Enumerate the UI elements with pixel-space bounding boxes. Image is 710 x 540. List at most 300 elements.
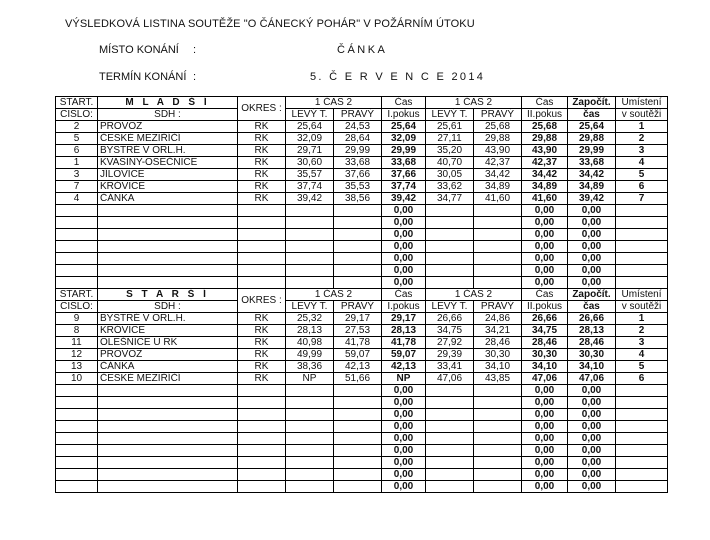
mladsi-header-row-2 <box>56 109 668 121</box>
district <box>238 229 286 241</box>
placement: 3 <box>616 145 668 157</box>
umisteni-header: Umístení <box>616 97 668 109</box>
district: RK <box>238 193 286 205</box>
team-name <box>98 205 238 217</box>
right-target-1 <box>334 241 382 253</box>
time-attempt-2: 34,42 <box>522 169 568 181</box>
counted-time: 0,00 <box>568 217 616 229</box>
time-attempt-2: 30,30 <box>522 349 568 361</box>
time-attempt-2: 0,00 <box>522 409 568 421</box>
right-target-2 <box>474 277 522 289</box>
date-colon: : <box>193 71 197 83</box>
time-attempt-1: 0,00 <box>382 217 426 229</box>
placement: 7 <box>616 193 668 205</box>
district: RK <box>238 157 286 169</box>
time-attempt-1: 0,00 <box>382 409 426 421</box>
right-target-1 <box>334 421 382 433</box>
left-target-2: 35,20 <box>426 145 474 157</box>
district <box>238 277 286 289</box>
pravy-header-2: PRAVÝ <box>474 109 522 121</box>
cas-i-header: Čas <box>382 289 426 301</box>
district <box>238 409 286 421</box>
cas-i-header: Čas <box>382 97 426 109</box>
counted-time: 33,68 <box>568 157 616 169</box>
right-target-2 <box>474 265 522 277</box>
right-target-1: 38,56 <box>334 193 382 205</box>
starsi-header-row-1 <box>56 289 668 301</box>
district: RK <box>238 349 286 361</box>
counted-time: 26,66 <box>568 313 616 325</box>
left-target-2 <box>426 265 474 277</box>
table-row <box>56 385 668 397</box>
time-attempt-1: 32,09 <box>382 133 426 145</box>
table-row <box>56 433 668 445</box>
time-attempt-1: 37,74 <box>382 181 426 193</box>
placement: 2 <box>616 325 668 337</box>
time-attempt-1: 28,13 <box>382 325 426 337</box>
levy-header-2: LEVÝ T. <box>426 109 474 121</box>
left-target-2: 27,11 <box>426 133 474 145</box>
left-target-1 <box>286 397 334 409</box>
time-attempt-2: 26,66 <box>522 313 568 325</box>
table-row <box>56 157 668 169</box>
time-attempt-2: 34,10 <box>522 361 568 373</box>
time-attempt-1: 0,00 <box>382 445 426 457</box>
start-number <box>56 241 98 253</box>
time-attempt-1: 39,42 <box>382 193 426 205</box>
team-name <box>98 445 238 457</box>
ipokus-header: I.pokus <box>382 109 426 121</box>
start-number <box>56 433 98 445</box>
vsoutezi-header: v soutěži <box>616 109 668 121</box>
left-target-2 <box>426 241 474 253</box>
team-name <box>98 253 238 265</box>
left-target-1: 35,57 <box>286 169 334 181</box>
counted-time: 0,00 <box>568 481 616 493</box>
left-target-1 <box>286 481 334 493</box>
time-attempt-1: NP <box>382 373 426 385</box>
time-attempt-2: 0,00 <box>522 229 568 241</box>
table-row <box>56 169 668 181</box>
placement <box>616 481 668 493</box>
table-row <box>56 181 668 193</box>
right-target-1 <box>334 265 382 277</box>
time-attempt-2: 0,00 <box>522 481 568 493</box>
counted-time: 0,00 <box>568 265 616 277</box>
counted-time: 34,42 <box>568 169 616 181</box>
left-target-1: 39,42 <box>286 193 334 205</box>
left-target-1: 25,32 <box>286 313 334 325</box>
left-target-1 <box>286 445 334 457</box>
start-number <box>56 445 98 457</box>
start-number: 13 <box>56 361 98 373</box>
right-target-1 <box>334 277 382 289</box>
table-row <box>56 337 668 349</box>
placement <box>616 217 668 229</box>
right-target-2: 34,42 <box>474 169 522 181</box>
team-name <box>98 385 238 397</box>
counted-time: 25,64 <box>568 121 616 133</box>
team-name <box>98 469 238 481</box>
start-number: 3 <box>56 169 98 181</box>
start-number: 10 <box>56 373 98 385</box>
right-target-2 <box>474 421 522 433</box>
left-target-1: 37,74 <box>286 181 334 193</box>
time-attempt-2: 29,88 <box>522 133 568 145</box>
place-value: ČÁNKA <box>337 44 388 56</box>
time-attempt-2: 0,00 <box>522 433 568 445</box>
district: RK <box>238 121 286 133</box>
start-number <box>56 409 98 421</box>
umisteni-header: Umístení <box>616 289 668 301</box>
right-target-2 <box>474 445 522 457</box>
right-target-1 <box>334 205 382 217</box>
placement: 6 <box>616 181 668 193</box>
counted-time: 0,00 <box>568 241 616 253</box>
right-target-2 <box>474 457 522 469</box>
right-target-1 <box>334 409 382 421</box>
team-name: OLEŠNICE U RK <box>98 337 238 349</box>
counted-time: 0,00 <box>568 409 616 421</box>
time-attempt-1: 29,17 <box>382 313 426 325</box>
zapocit-header-2: čas <box>568 301 616 313</box>
placement <box>616 397 668 409</box>
district: RK <box>238 169 286 181</box>
sdh-header: SDH : <box>98 301 238 313</box>
start-number: 12 <box>56 349 98 361</box>
placement <box>616 445 668 457</box>
left-target-1: 38,36 <box>286 361 334 373</box>
table-row <box>56 193 668 205</box>
cas-ii-header: Čas <box>522 289 568 301</box>
time-attempt-1: 42,13 <box>382 361 426 373</box>
counted-time: 0,00 <box>568 445 616 457</box>
right-target-2: 41,60 <box>474 193 522 205</box>
right-target-1: 59,07 <box>334 349 382 361</box>
place-label: MÍSTO KONÁNÍ <box>99 44 179 56</box>
left-target-2 <box>426 481 474 493</box>
time-attempt-1: 0,00 <box>382 253 426 265</box>
mladsi-header-row-1 <box>56 97 668 109</box>
left-target-1 <box>286 241 334 253</box>
district <box>238 253 286 265</box>
start-number <box>56 385 98 397</box>
team-name <box>98 229 238 241</box>
placement: 5 <box>616 169 668 181</box>
category-label: S T A R Š Í <box>126 289 209 300</box>
counted-time: 0,00 <box>568 457 616 469</box>
table-row <box>56 349 668 361</box>
right-target-2 <box>474 481 522 493</box>
category-label: M L A D Š Í <box>125 97 210 108</box>
district: RK <box>238 325 286 337</box>
right-target-2 <box>474 205 522 217</box>
left-target-2 <box>426 445 474 457</box>
levy-header-1: LEVÝ T. <box>286 109 334 121</box>
district: RK <box>238 133 286 145</box>
time-attempt-1: 0,00 <box>382 421 426 433</box>
start-number <box>56 229 98 241</box>
table-row <box>56 265 668 277</box>
time-attempt-1: 0,00 <box>382 241 426 253</box>
left-target-1: NP <box>286 373 334 385</box>
pravy-header-1: PRAVÝ <box>334 301 382 313</box>
team-name: BYSTRÉ V ORL.H. <box>98 313 238 325</box>
placement <box>616 229 668 241</box>
left-target-2 <box>426 433 474 445</box>
placement <box>616 241 668 253</box>
placement: 4 <box>616 349 668 361</box>
district <box>238 397 286 409</box>
right-target-2 <box>474 469 522 481</box>
table-row <box>56 481 668 493</box>
start-number: 9 <box>56 313 98 325</box>
left-target-1: 49,99 <box>286 349 334 361</box>
left-target-1: 30,60 <box>286 157 334 169</box>
cislo-header: CISLO: <box>56 109 98 121</box>
time-attempt-1: 25,64 <box>382 121 426 133</box>
right-target-1: 41,78 <box>334 337 382 349</box>
document-title: VÝSLEDKOVÁ LISTINA SOUTĚŽE "O ČÁNECKÝ POHÁR" V POŽÁRNÍM ÚTOKU <box>65 18 475 30</box>
placement: 3 <box>616 337 668 349</box>
time-attempt-2: 47,06 <box>522 373 568 385</box>
start-number <box>56 217 98 229</box>
left-target-1 <box>286 253 334 265</box>
table-row <box>56 421 668 433</box>
table-row <box>56 361 668 373</box>
left-target-2: 25,61 <box>426 121 474 133</box>
right-target-1: 35,53 <box>334 181 382 193</box>
left-target-2 <box>426 205 474 217</box>
start-number: 4 <box>56 193 98 205</box>
table-row <box>56 133 668 145</box>
left-target-2 <box>426 409 474 421</box>
left-target-2 <box>426 457 474 469</box>
time-attempt-1: 0,00 <box>382 481 426 493</box>
team-name <box>98 409 238 421</box>
zapocit-header-2: čas <box>568 109 616 121</box>
time-attempt-2: 0,00 <box>522 217 568 229</box>
time-attempt-1: 0,00 <box>382 229 426 241</box>
left-target-1 <box>286 229 334 241</box>
district: RK <box>238 373 286 385</box>
time-attempt-2: 34,75 <box>522 325 568 337</box>
right-target-1 <box>334 433 382 445</box>
team-name <box>98 265 238 277</box>
start-number <box>56 481 98 493</box>
ipokus-header: I.pokus <box>382 301 426 313</box>
right-target-2: 25,68 <box>474 121 522 133</box>
right-target-2: 29,88 <box>474 133 522 145</box>
time-attempt-2: 0,00 <box>522 241 568 253</box>
start-number <box>56 469 98 481</box>
placement: 1 <box>616 313 668 325</box>
counted-time: 28,13 <box>568 325 616 337</box>
counted-time: 29,88 <box>568 133 616 145</box>
left-target-2: 27,92 <box>426 337 474 349</box>
left-target-1 <box>286 409 334 421</box>
placement: 2 <box>616 133 668 145</box>
zapocit-header: Započít. <box>568 97 616 109</box>
right-target-2 <box>474 217 522 229</box>
placement <box>616 421 668 433</box>
counted-time: 39,42 <box>568 193 616 205</box>
table-row <box>56 205 668 217</box>
placement <box>616 469 668 481</box>
left-target-2: 34,77 <box>426 193 474 205</box>
time-attempt-1: 33,68 <box>382 157 426 169</box>
time-attempt-1: 0,00 <box>382 277 426 289</box>
left-target-1 <box>286 457 334 469</box>
sdh-header: SDH : <box>98 109 238 121</box>
place-colon: : <box>193 44 197 56</box>
cislo-header: CISLO: <box>56 301 98 313</box>
table-row <box>56 145 668 157</box>
team-name <box>98 457 238 469</box>
category-header-starsi <box>98 289 238 301</box>
right-target-1 <box>334 397 382 409</box>
starsi-header-row-2 <box>56 301 668 313</box>
team-name: ČÁNKA <box>98 193 238 205</box>
right-target-1: 27,53 <box>334 325 382 337</box>
table-row <box>56 253 668 265</box>
left-target-2 <box>426 385 474 397</box>
left-target-1: 25,64 <box>286 121 334 133</box>
table-row <box>56 121 668 133</box>
right-target-1 <box>334 445 382 457</box>
table-row <box>56 229 668 241</box>
iipokus-header: II.pokus <box>522 109 568 121</box>
time-attempt-1: 29,99 <box>382 145 426 157</box>
placement: 6 <box>616 373 668 385</box>
district <box>238 205 286 217</box>
time-attempt-2: 0,00 <box>522 445 568 457</box>
district <box>238 217 286 229</box>
category-header-mladsi <box>98 97 238 109</box>
counted-time: 0,00 <box>568 229 616 241</box>
right-target-1: 28,64 <box>334 133 382 145</box>
district <box>238 457 286 469</box>
iipokus-header: II.pokus <box>522 301 568 313</box>
start-header: START. <box>56 97 98 109</box>
zapocit-header: Započít. <box>568 289 616 301</box>
left-target-2: 33,62 <box>426 181 474 193</box>
team-name: JÍLOVICE <box>98 169 238 181</box>
time-attempt-2: 0,00 <box>522 265 568 277</box>
team-name <box>98 241 238 253</box>
start-header: START. <box>56 289 98 301</box>
team-name <box>98 397 238 409</box>
left-target-2 <box>426 469 474 481</box>
right-target-2 <box>474 241 522 253</box>
time-attempt-1: 0,00 <box>382 469 426 481</box>
team-name: PROVOZ <box>98 349 238 361</box>
start-number <box>56 205 98 217</box>
okres-header: OKRES : <box>238 289 286 313</box>
left-target-1 <box>286 265 334 277</box>
time-attempt-1: 0,00 <box>382 397 426 409</box>
counted-time: 0,00 <box>568 385 616 397</box>
district: RK <box>238 337 286 349</box>
time-attempt-1: 0,00 <box>382 265 426 277</box>
time-attempt-2: 0,00 <box>522 253 568 265</box>
start-number: 11 <box>56 337 98 349</box>
district <box>238 241 286 253</box>
time-attempt-1: 0,00 <box>382 385 426 397</box>
table-row <box>56 325 668 337</box>
levy-header-2: LEVÝ T. <box>426 301 474 313</box>
cas-header-1: 1 ČAS 2 <box>286 289 382 301</box>
placement <box>616 253 668 265</box>
time-attempt-2: 34,89 <box>522 181 568 193</box>
left-target-1: 32,09 <box>286 133 334 145</box>
right-target-1 <box>334 481 382 493</box>
time-attempt-2: 0,00 <box>522 457 568 469</box>
right-target-2: 34,21 <box>474 325 522 337</box>
district: RK <box>238 145 286 157</box>
right-target-2: 42,37 <box>474 157 522 169</box>
left-target-1 <box>286 433 334 445</box>
right-target-2 <box>474 433 522 445</box>
start-number <box>56 265 98 277</box>
table-row <box>56 445 668 457</box>
district <box>238 385 286 397</box>
time-attempt-2: 0,00 <box>522 421 568 433</box>
right-target-2 <box>474 397 522 409</box>
placement: 4 <box>616 157 668 169</box>
right-target-2: 28,46 <box>474 337 522 349</box>
team-name: PROVOZ <box>98 121 238 133</box>
cas-header-1: 1 ČAS 2 <box>286 97 382 109</box>
cas-header-2: 1 ČAS 2 <box>426 97 522 109</box>
time-attempt-2: 0,00 <box>522 469 568 481</box>
counted-time: 0,00 <box>568 421 616 433</box>
start-number <box>56 397 98 409</box>
counted-time: 30,30 <box>568 349 616 361</box>
left-target-2: 30,05 <box>426 169 474 181</box>
left-target-2 <box>426 397 474 409</box>
start-number <box>56 457 98 469</box>
left-target-2 <box>426 421 474 433</box>
time-attempt-2: 25,68 <box>522 121 568 133</box>
start-number <box>56 421 98 433</box>
time-attempt-2: 0,00 <box>522 205 568 217</box>
right-target-1 <box>334 469 382 481</box>
table-row <box>56 469 668 481</box>
placement <box>616 457 668 469</box>
team-name: ČESKÉ MEZIŘÍČÍ <box>98 133 238 145</box>
right-target-1: 37,66 <box>334 169 382 181</box>
start-number: 2 <box>56 121 98 133</box>
team-name <box>98 433 238 445</box>
pravy-header-1: PRAVÝ <box>334 109 382 121</box>
left-target-1 <box>286 217 334 229</box>
team-name <box>98 217 238 229</box>
right-target-1 <box>334 229 382 241</box>
counted-time: 34,89 <box>568 181 616 193</box>
placement <box>616 433 668 445</box>
counted-time: 0,00 <box>568 433 616 445</box>
start-number: 1 <box>56 157 98 169</box>
district <box>238 433 286 445</box>
right-target-1 <box>334 457 382 469</box>
district <box>238 445 286 457</box>
counted-time: 0,00 <box>568 397 616 409</box>
mladsi-section <box>56 97 668 289</box>
left-target-2: 29,39 <box>426 349 474 361</box>
table-row <box>56 217 668 229</box>
district: RK <box>238 313 286 325</box>
